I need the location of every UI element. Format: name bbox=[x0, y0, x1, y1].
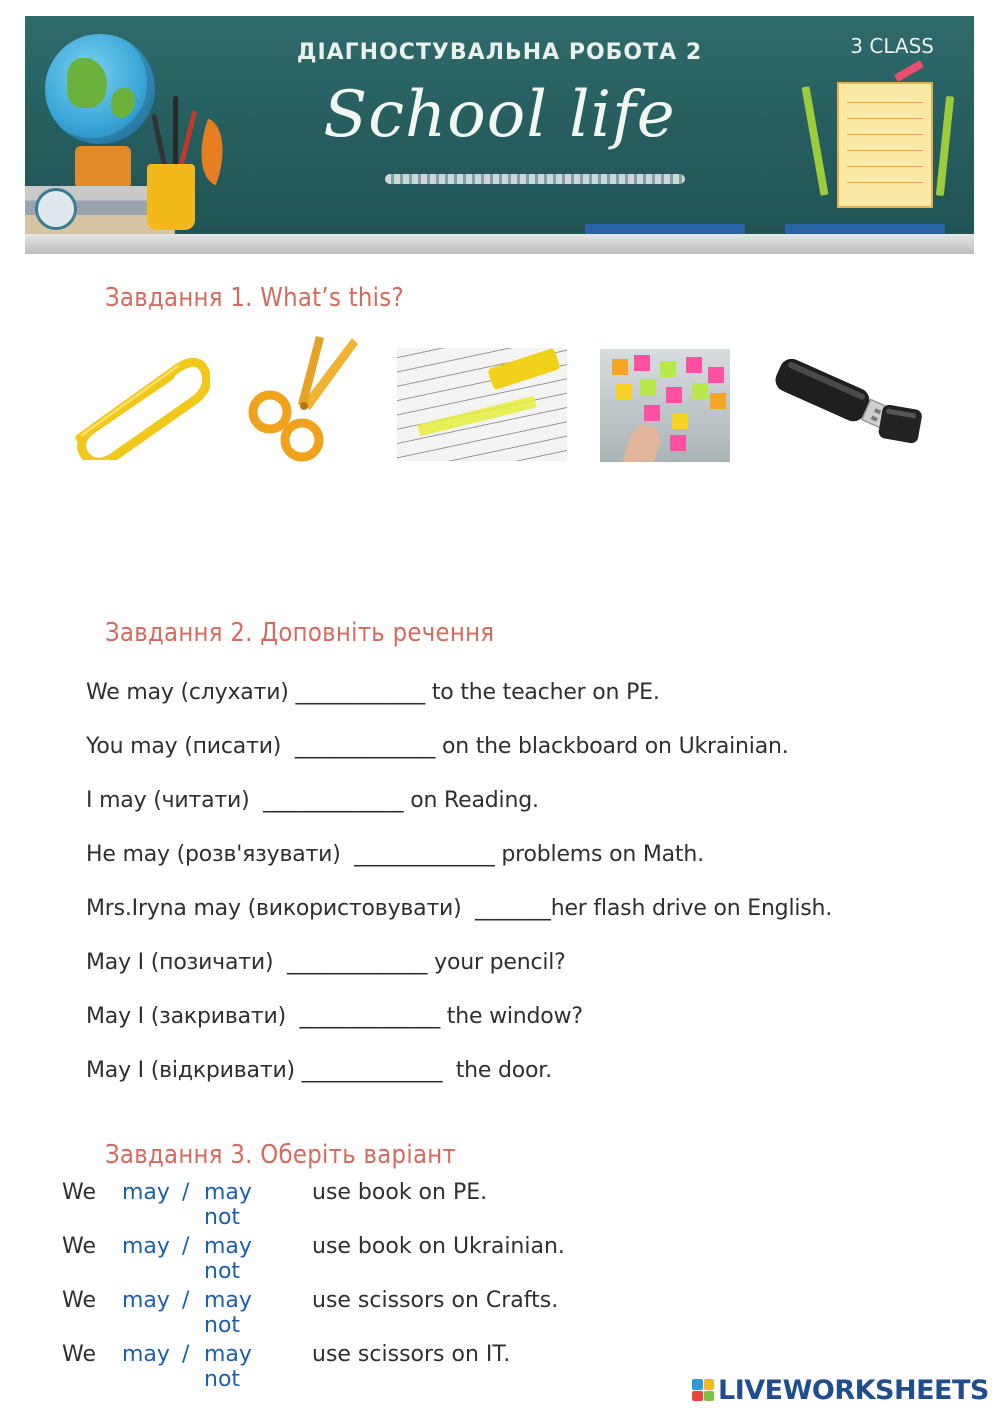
fill-sentence-3[interactable]: I may (читати) _____________ on Reading. bbox=[86, 788, 539, 813]
paperclip-icon[interactable] bbox=[60, 340, 210, 460]
highlighter-icon[interactable] bbox=[397, 348, 567, 461]
worksheet-title: School life bbox=[323, 78, 676, 152]
option-may[interactable]: may bbox=[122, 1234, 170, 1259]
option-may-not[interactable]: may not bbox=[204, 1288, 252, 1338]
option-may-not[interactable]: may not bbox=[204, 1342, 252, 1392]
task2-heading: Завдання 2. Доповніть речення bbox=[105, 618, 495, 648]
liveworksheets-logo[interactable] bbox=[692, 1375, 989, 1405]
brand-name: LIVEWORKSHEETS bbox=[718, 1374, 989, 1406]
globe-stand bbox=[75, 146, 131, 186]
choice-subject: We bbox=[62, 1180, 96, 1205]
chalk-tray bbox=[585, 224, 745, 234]
sticky-notes-icon[interactable] bbox=[600, 349, 730, 462]
choice-sentence-rest: use scissors on Crafts. bbox=[312, 1288, 559, 1313]
option-separator: / bbox=[182, 1288, 190, 1313]
fill-sentence-1[interactable]: We may (слухати) ____________ to the teacher on PE. bbox=[86, 680, 660, 705]
option-separator: / bbox=[182, 1180, 190, 1205]
option-may[interactable]: may bbox=[122, 1342, 170, 1367]
option-separator: / bbox=[182, 1342, 190, 1367]
choice-sentence-rest: use book on PE. bbox=[312, 1180, 488, 1205]
scissors-icon[interactable] bbox=[240, 334, 364, 462]
option-separator: / bbox=[182, 1234, 190, 1259]
choice-subject: We bbox=[62, 1342, 96, 1367]
worksheet-subtitle: ДІАГНОСТУВАЛЬНА РОБОТА 2 bbox=[296, 40, 703, 65]
board-ledge bbox=[25, 234, 974, 254]
fill-sentence-7[interactable]: May I (закривати) _____________ the window? bbox=[86, 1004, 583, 1029]
choice-subject: We bbox=[62, 1234, 96, 1259]
flash-drive-icon[interactable] bbox=[766, 356, 926, 456]
header-banner bbox=[25, 16, 974, 254]
compass-icon bbox=[35, 188, 77, 230]
choice-sentence-rest: use scissors on IT. bbox=[312, 1342, 511, 1367]
fill-sentence-2[interactable]: You may (писати) _____________ on the blackboard on Ukrainian. bbox=[86, 734, 789, 759]
fill-sentence-6[interactable]: May I (позичати) _____________ your pencil? bbox=[86, 950, 566, 975]
fill-sentence-8[interactable]: May I (відкривати) _____________ the door. bbox=[86, 1058, 552, 1083]
fill-sentence-4[interactable]: He may (розв'язувати) _____________ problems on Math. bbox=[86, 842, 704, 867]
chalk-underline bbox=[385, 174, 685, 184]
option-may-not[interactable]: may not bbox=[204, 1234, 252, 1284]
liveworksheets-mark-icon bbox=[692, 1379, 714, 1401]
option-may[interactable]: may bbox=[122, 1288, 170, 1313]
option-may[interactable]: may bbox=[122, 1180, 170, 1205]
fill-sentence-5[interactable]: Mrs.Iryna may (використовувати) _______her flash drive on English. bbox=[86, 896, 833, 921]
option-may-not[interactable]: may not bbox=[204, 1180, 252, 1230]
task1-heading: Завдання 1. What’s this? bbox=[105, 283, 404, 313]
task3-heading: Завдання 3. Оберіть варіант bbox=[105, 1140, 457, 1170]
class-label: 3 CLASS bbox=[850, 34, 934, 58]
choice-sentence-rest: use book on Ukrainian. bbox=[312, 1234, 565, 1259]
chalk-tray bbox=[785, 224, 945, 234]
notepad-icon bbox=[837, 82, 933, 208]
choice-subject: We bbox=[62, 1288, 96, 1313]
pencil-cup-icon bbox=[147, 164, 195, 230]
